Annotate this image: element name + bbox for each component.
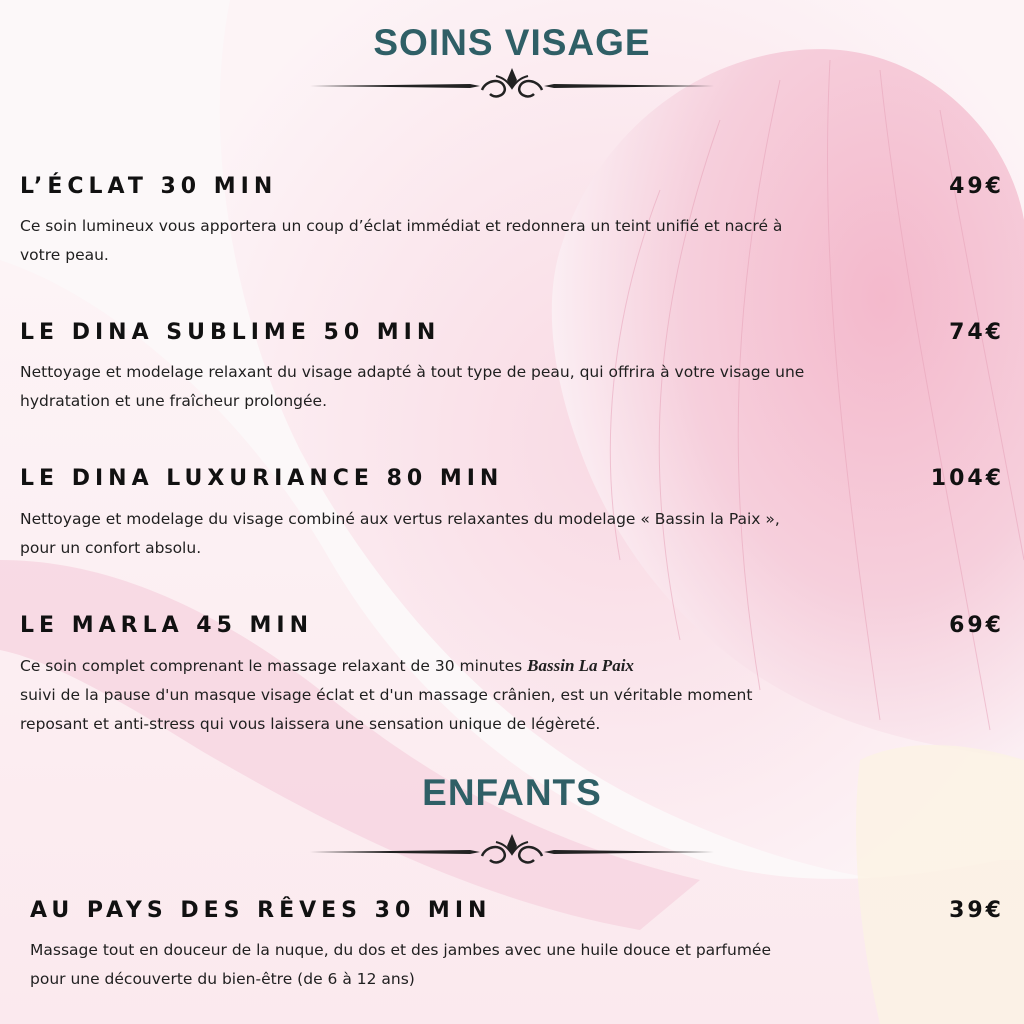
section-title-soins-visage: SOINS VISAGE (373, 22, 651, 63)
service-price-dina-sublime: 74€ (949, 320, 1004, 345)
service-name-dina-luxuriance: LE DINA LUXURIANCE 80 MIN (20, 466, 504, 491)
service-name-eclat: L’ÉCLAT 30 MIN (20, 174, 278, 199)
description-text: Ce soin complet comprenant le massage relaxant de 30 minutes (20, 657, 528, 675)
service-description-dina-luxuriance: Nettoyage et modelage du visage combiné aux vertus relaxantes du modelage « Bassin la Paix », pour un confort absolu. (20, 510, 780, 557)
service-description-pays-des-reves: Massage tout en douceur de la nuque, du dos et des jambes avec une huile douce et parfumée pour une découverte du bien-être (de 6 à 12 ans) (30, 941, 771, 988)
ornamental-divider-icon (310, 66, 714, 106)
service-name-pays-des-reves: AU PAYS DES RÊVES 30 MIN (30, 898, 492, 923)
emphasized-term: Bassin La Paix (527, 656, 634, 675)
description-text-continued: suivi de la pause d'un masque visage éclat et d'un massage crânien, est un véritable moment reposant et anti-stress qui vous laissera une sensation unique de légèreté. (20, 686, 753, 733)
service-price-dina-luxuriance: 104€ (930, 466, 1004, 491)
section-title-enfants: ENFANTS (422, 772, 602, 813)
service-price-pays-des-reves: 39€ (949, 898, 1004, 923)
service-price-eclat: 49€ (949, 174, 1004, 199)
service-price-marla: 69€ (949, 613, 1004, 638)
service-name-dina-sublime: LE DINA SUBLIME 50 MIN (20, 320, 441, 345)
ornamental-divider-icon (310, 832, 714, 872)
service-description-dina-sublime: Nettoyage et modelage relaxant du visage adapté à tout type de peau, qui offrira à votre visage une hydratation et une fraîcheur prolongée. (20, 363, 805, 410)
service-description-eclat: Ce soin lumineux vous apportera un coup d’éclat immédiat et redonnera un teint unifié et nacré à votre peau. (20, 217, 783, 264)
service-description-marla (20, 651, 820, 739)
service-name-marla: LE MARLA 45 MIN (20, 613, 314, 638)
